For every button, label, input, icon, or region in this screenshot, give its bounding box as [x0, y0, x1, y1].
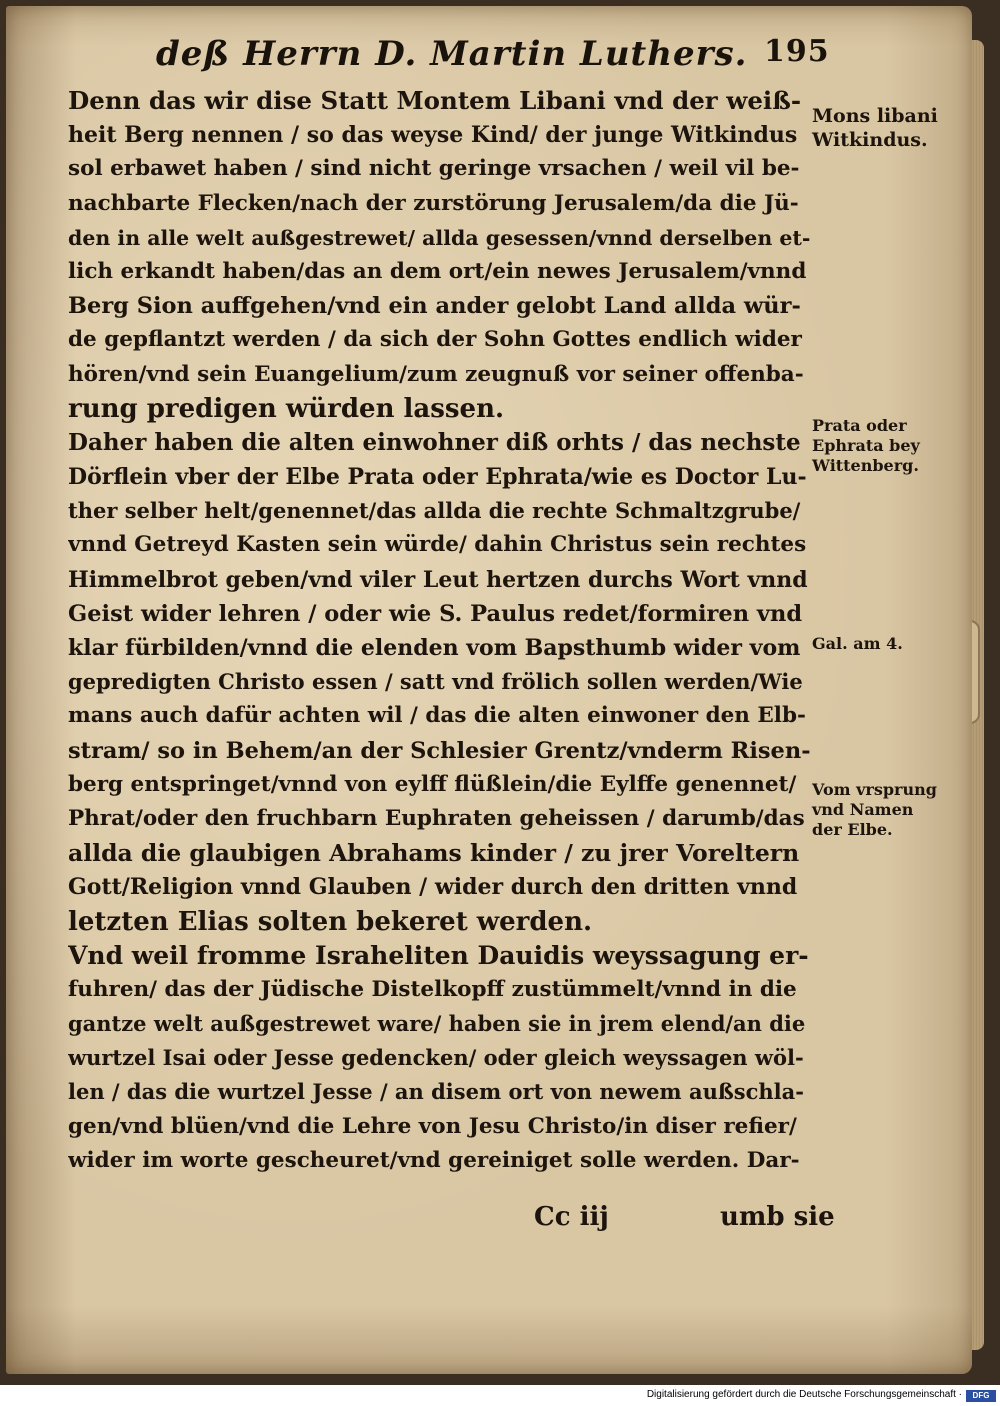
marginal-note-galatians — [812, 634, 962, 654]
signature-mark: Cc iij — [534, 1202, 609, 1232]
text-line: wurtzel Isai oder Jesse gedencken/ oder gleich weyssagen wöl- — [68, 1045, 804, 1071]
text-line: Berg Sion auffgehen/vnd ein ander gelobt Land allda wür- — [68, 293, 801, 320]
page-number: 195 — [764, 34, 830, 69]
marginal-line: der Elbe. — [812, 820, 893, 839]
marginal-line: Wittenberg. — [812, 456, 919, 475]
marginal-note-prata — [812, 416, 962, 476]
text-line: gepredigten Christo essen / satt vnd frölich sollen werden/Wie — [68, 669, 803, 695]
text-line: klar fürbilden/vnnd die elenden vom Bapsthumb wider vom — [68, 635, 801, 661]
text-line: rung predigen würden lassen. — [68, 393, 505, 424]
text-line: sol erbawet haben / sind nicht geringe vrsachen / weil vil be- — [68, 156, 800, 182]
text-line: vnnd Getreyd Kasten sein würde/ dahin Christus sein rechtes — [68, 532, 807, 558]
text-line: nachbarte Flecken/nach der zurstörung Jerusalem/da die Jü- — [68, 190, 799, 216]
text-line: ther selber helt/genennet/das allda die rechte Schmaltzgrube/ — [68, 498, 801, 524]
text-line: Vnd weil fromme Israheliten Dauidis weyssagung er- — [68, 940, 809, 970]
text-line: hören/vnd sein Euangelium/zum zeugnuß vor seiner offenba- — [68, 361, 804, 387]
marginal-line: Ephrata bey — [812, 436, 920, 455]
running-head: deß Herrn D. Martin Luthers. — [156, 34, 748, 74]
text-line: berg entspringet/vnnd von eylff flüßlein/die Eylffe genennet/ — [68, 771, 797, 797]
text-line: wider im worte gescheuret/vnd gereiniget solle werden. Dar- — [68, 1147, 800, 1173]
text-line: allda die glaubigen Abrahams kinder / zu jrer Voreltern — [68, 839, 800, 868]
text-line: de gepflantzt werden / da sich der Sohn Gottes endlich wider — [68, 327, 802, 353]
text-line: Denn das wir dise Statt Montem Libani vnd der weiß- — [68, 86, 802, 115]
text-line: Gott/Religion vnnd Glauben / wider durch den dritten vnnd — [68, 874, 798, 901]
text-line: gen/vnd blüen/vnd die Lehre von Jesu Christo/in diser refier/ — [68, 1113, 797, 1139]
text-line: len / das die wurtzel Jesse / an disem ort von newem außschla- — [68, 1079, 804, 1105]
text-line: Geist wider lehren / oder wie S. Paulus redet/formiren vnd — [68, 600, 803, 627]
marginal-note-mons-libani — [812, 104, 962, 152]
text-line: Daher haben die alten einwohner diß orhts / das nechste — [68, 428, 801, 456]
text-line: letzten Elias solten bekeret werden. — [68, 906, 593, 937]
text-line: stram/ so in Behem/an der Schlesier Grentz/vnderm Risen- — [68, 737, 811, 764]
catchword: umb sie — [720, 1202, 835, 1232]
marginal-line: Vom vrsprung — [812, 780, 937, 799]
text-line: lich erkandt haben/das an dem ort/ein newes Jerusalem/vnnd — [68, 258, 807, 284]
text-line: Phrat/oder den fruchbarn Euphraten geheissen / darumb/das — [68, 805, 805, 831]
text-line: heit Berg nennen / so das weyse Kind/ der junge Witkindus — [68, 122, 798, 149]
text-line: gantze welt außgestrewet ware/ haben sie in jrem elend/an die — [68, 1011, 806, 1037]
text-line: den in alle welt außgestrewet/ allda gesessen/vnnd derselben et- — [68, 225, 811, 250]
digitization-credit: Digitalisierung gefördert durch die Deutsche Forschungsgemeinschaft · — [646, 1389, 962, 1400]
marginal-line: Mons libani — [812, 105, 938, 127]
marginal-line: Witkindus. — [812, 129, 928, 151]
text-line: Dörflein vber der Elbe Prata oder Ephrata/wie es Doctor Lu- — [68, 464, 807, 491]
dfg-logo: DFG — [966, 1390, 996, 1402]
marginal-note-elbe — [812, 780, 962, 840]
text-line: mans auch dafür achten wil / das die alten einwoner den Elb- — [68, 703, 806, 729]
body-text — [68, 84, 812, 1178]
book-page — [6, 6, 972, 1374]
marginal-line: vnd Namen — [812, 800, 914, 819]
marginal-line: Prata oder — [812, 416, 907, 435]
text-line: Himmelbrot geben/vnd viler Leut hertzen durchs Wort vnnd — [68, 566, 808, 593]
marginal-line: Gal. am 4. — [812, 634, 903, 653]
text-line: fuhren/ das der Jüdische Distelkopff zustümmelt/vnnd in die — [68, 976, 797, 1002]
